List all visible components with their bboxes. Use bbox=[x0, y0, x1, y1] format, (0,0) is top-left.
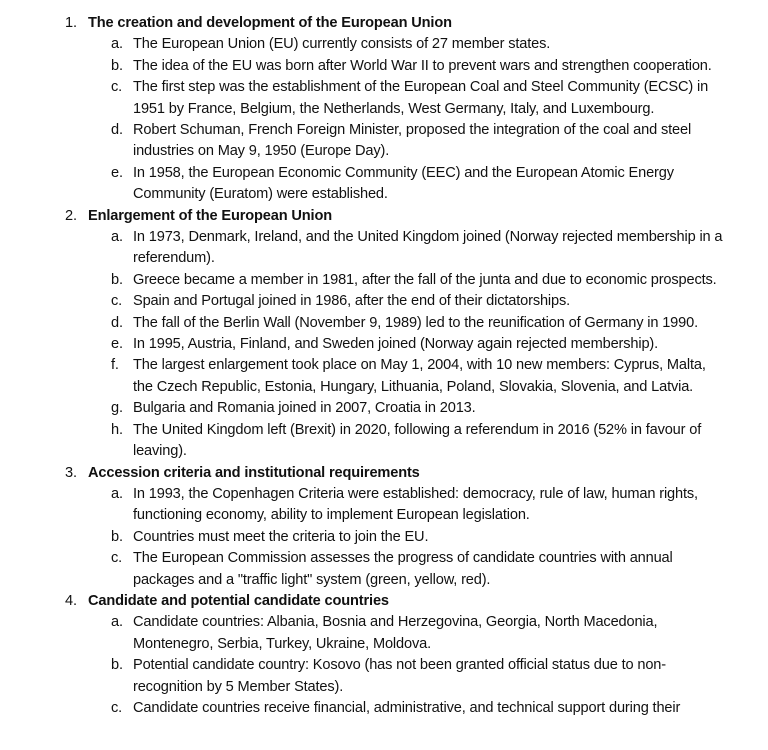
section-number: 3. bbox=[65, 464, 77, 481]
list-item-text: The European Union (EU) currently consists of 27 member states. bbox=[133, 36, 551, 53]
list-item-text: Bulgaria and Romania joined in 2007, Croatia in 2013. bbox=[133, 400, 476, 417]
section-1 bbox=[0, 13, 768, 206]
list-item-label: b. bbox=[111, 528, 123, 545]
list-item-label: a. bbox=[111, 614, 123, 631]
list-item-label: a. bbox=[111, 229, 123, 246]
list-item bbox=[0, 548, 723, 591]
list-item-text: The first step was the establishment of the European Coal and Steel Community (ECSC) in 1951 by France, Belgium, the Netherlands, West Germany, Italy, and Luxembourg. bbox=[133, 79, 709, 117]
list-item-text: Robert Schuman, French Foreign Minister, proposed the integration of the coal and steel industries on May 9, 1950 (Europe Day). bbox=[133, 122, 692, 160]
list-item bbox=[0, 56, 723, 77]
list-item-label: g. bbox=[111, 400, 123, 417]
section-title: Enlargement of the European Union bbox=[88, 207, 332, 224]
list-item bbox=[0, 334, 723, 355]
list-item-label: b. bbox=[111, 57, 123, 74]
list-item-label: d. bbox=[111, 314, 123, 331]
list-item-text: The largest enlargement took place on May 1, 2004, with 10 new members: Cyprus, Malta, the Czech Republic, Estonia, Hungary, Lithuania, Poland, Slovakia, Slovenia, and Latvia. bbox=[133, 357, 706, 395]
list-item bbox=[0, 270, 723, 291]
list-item bbox=[0, 77, 723, 120]
list-item bbox=[0, 163, 723, 206]
list-item bbox=[0, 698, 723, 719]
section-number: 4. bbox=[65, 592, 77, 609]
list-item bbox=[0, 313, 723, 334]
list-item-text: Greece became a member in 1981, after the fall of the junta and due to economic prospects. bbox=[133, 271, 717, 288]
list-item-text: In 1995, Austria, Finland, and Sweden joined (Norway again rejected membership). bbox=[133, 336, 659, 353]
list-item-text: Spain and Portugal joined in 1986, after the end of their dictatorships. bbox=[133, 293, 571, 310]
section-title: The creation and development of the European Union bbox=[88, 15, 452, 31]
list-item-label: d. bbox=[111, 122, 123, 139]
section-heading bbox=[0, 463, 768, 484]
section-number: 2. bbox=[65, 207, 77, 224]
list-item-label: h. bbox=[111, 421, 123, 438]
list-item-label: a. bbox=[111, 485, 123, 502]
list-item-text: The European Commission assesses the progress of candidate countries with annual packages and a "traffic light" system (green, yellow, red). bbox=[133, 550, 673, 588]
list-item-label: c. bbox=[111, 293, 123, 310]
section-title: Accession criteria and institutional requirements bbox=[88, 464, 420, 481]
list-item-text: Potential candidate country: Kosovo (has not been granted official status due to non-recognition by 5 Member States). bbox=[133, 657, 666, 695]
section-3 bbox=[0, 463, 768, 591]
section-4 bbox=[0, 591, 768, 719]
list-item bbox=[0, 612, 723, 655]
list-item-text: In 1973, Denmark, Ireland, and the United Kingdom joined (Norway rejected membership in a referendum). bbox=[133, 229, 723, 267]
list-item-text: The fall of the Berlin Wall (November 9, 1989) led to the reunification of Germany in 1990. bbox=[133, 314, 698, 331]
list-item-label: f. bbox=[111, 357, 119, 374]
list-item-label: c. bbox=[111, 79, 123, 96]
list-item bbox=[0, 34, 723, 55]
list-item-text: The United Kingdom left (Brexit) in 2020, following a referendum in 2016 (52% in favour of leaving). bbox=[133, 421, 702, 460]
list-item-label: b. bbox=[111, 271, 123, 288]
list-item-text: Candidate countries receive financial, administrative, and technical support during their bbox=[133, 699, 681, 716]
list-item-label: e. bbox=[111, 164, 123, 181]
section-heading bbox=[0, 13, 768, 34]
list-item-label: c. bbox=[111, 550, 123, 567]
list-item bbox=[0, 120, 723, 163]
list-item-text: In 1993, the Copenhagen Criteria were established: democracy, rule of law, human rights, functioning economy, ability to implement European legislation. bbox=[133, 485, 698, 524]
list-item-label: b. bbox=[111, 657, 123, 674]
list-item bbox=[0, 291, 723, 312]
section-heading bbox=[0, 206, 768, 227]
section-2 bbox=[0, 206, 768, 463]
list-item-label: a. bbox=[111, 36, 123, 53]
list-item-label: e. bbox=[111, 336, 123, 353]
list-item-text: Candidate countries: Albania, Bosnia and Herzegovina, Georgia, North Macedonia, Montenegro, Serbia, Turkey, Ukraine, Moldova. bbox=[133, 614, 658, 652]
list-item-text: Countries must meet the criteria to join the EU. bbox=[133, 528, 429, 545]
list-item bbox=[0, 420, 723, 463]
list-item bbox=[0, 655, 723, 698]
list-item bbox=[0, 484, 723, 527]
list-item bbox=[0, 398, 723, 419]
section-number: 1. bbox=[65, 15, 77, 31]
list-item bbox=[0, 355, 723, 398]
list-item bbox=[0, 227, 723, 270]
list-item bbox=[0, 527, 723, 548]
section-title: Candidate and potential candidate countries bbox=[88, 592, 389, 609]
list-item-label: c. bbox=[111, 699, 123, 716]
list-item-text: In 1958, the European Economic Community (EEC) and the European Atomic Energy Community (Euratom) were established. bbox=[133, 164, 674, 203]
list-item-text: The idea of the EU was born after World War II to prevent wars and strengthen cooperation. bbox=[133, 57, 712, 74]
section-heading bbox=[0, 591, 768, 612]
